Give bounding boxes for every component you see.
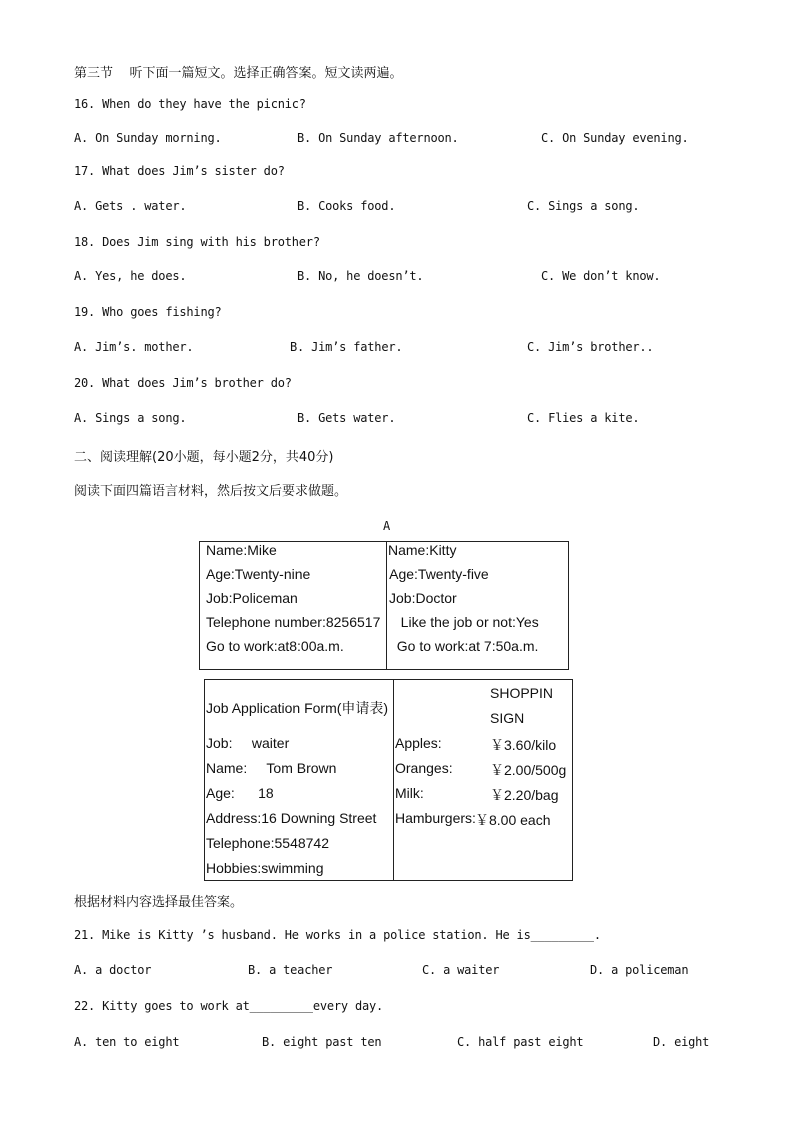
choose-instruction: 根据材料内容选择最佳答案。 xyxy=(74,895,244,910)
option-16-c: C. On Sunday evening. xyxy=(541,131,689,145)
shopping-sign-title-line2: SIGN xyxy=(490,710,525,726)
form-job: Job: waiter xyxy=(206,735,290,751)
form-name: Name: Tom Brown xyxy=(206,760,337,776)
option-22-a: A. ten to eight xyxy=(74,1035,180,1049)
option-16-a: A. On Sunday morning. xyxy=(74,131,222,145)
sign-item-milk-name: Milk: xyxy=(395,785,424,801)
sign-item-hamburgers-name: Hamburgers: xyxy=(395,810,476,826)
question-20: 20. What does Jim’s brother do? xyxy=(74,376,292,390)
question-21: 21. Mike is Kitty ’s husband. He works in a police station. He is_________. xyxy=(74,928,601,942)
sign-item-oranges-name: Oranges: xyxy=(395,760,453,776)
sign-item-apples-price: ￥3.60/kilo xyxy=(490,737,557,753)
mike-go-to-work: Go to work:at8:00a.m. xyxy=(206,638,344,654)
kitty-job: Job:Doctor xyxy=(389,590,457,606)
shopping-sign-title-line1: SHOPPIN xyxy=(490,685,554,701)
mike-telephone: Telephone number:8256517 xyxy=(206,614,381,630)
info-table-divider xyxy=(386,541,387,670)
option-19-a: A. Jim’s. mother. xyxy=(74,340,194,354)
form-table-divider xyxy=(393,679,394,881)
option-22-c: C. half past eight xyxy=(457,1035,584,1049)
option-17-c: C. Sings a song. xyxy=(527,199,640,213)
option-17-b: B. Cooks food. xyxy=(297,199,396,213)
option-17-a: A. Gets . water. xyxy=(74,199,187,213)
part2-instruction: 阅读下面四篇语言材料，然后按文后要求做题。 xyxy=(74,484,348,499)
option-21-b: B. a teacher xyxy=(248,963,333,977)
section-header: 第三节 听下面一篇短文。选择正确答案。短文读两遍。 xyxy=(74,66,403,81)
option-18-b: B. No, he doesn’t. xyxy=(297,269,424,283)
mike-age: Age:Twenty-nine xyxy=(206,566,311,582)
kitty-like-job: Like the job or not:Yes xyxy=(389,614,539,630)
form-age: Age: 18 xyxy=(206,785,274,801)
option-20-a: A. Sings a song. xyxy=(74,411,187,425)
form-telephone: Telephone:5548742 xyxy=(206,835,330,851)
sign-item-apples-name: Apples: xyxy=(395,735,442,751)
sign-item-milk-price: ￥2.20/bag xyxy=(490,787,559,803)
form-hobbies: Hobbies:swimming xyxy=(206,860,324,876)
option-19-c: C. Jim’s brother.. xyxy=(527,340,654,354)
passage-label: A xyxy=(383,519,391,533)
option-19-b: B. Jim’s father. xyxy=(290,340,403,354)
question-22: 22. Kitty goes to work at_________every day. xyxy=(74,999,384,1013)
option-21-c: C. a waiter xyxy=(422,963,500,977)
mike-name: Name:Mike xyxy=(206,542,277,558)
option-18-c: C. We don’t know. xyxy=(541,269,661,283)
option-16-b: B. On Sunday afternoon. xyxy=(297,131,459,145)
sign-item-oranges-price: ￥2.00/500g xyxy=(490,762,567,778)
option-18-a: A. Yes, he does. xyxy=(74,269,187,283)
option-21-a: A. a doctor xyxy=(74,963,152,977)
question-17: 17. What does Jim’s sister do? xyxy=(74,164,285,178)
kitty-go-to-work: Go to work:at 7:50a.m. xyxy=(389,638,539,654)
part2-title: 二、阅读理解(20小题，每小题2分，共40分) xyxy=(74,450,334,465)
option-21-d: D. a policeman xyxy=(590,963,689,977)
question-18: 18. Does Jim sing with his brother? xyxy=(74,235,320,249)
kitty-age: Age:Twenty-five xyxy=(386,566,489,582)
kitty-name: Name:Kitty xyxy=(388,542,457,558)
option-20-c: C. Flies a kite. xyxy=(527,411,640,425)
option-22-d: D. eight xyxy=(653,1035,710,1049)
question-16: 16. When do they have the picnic? xyxy=(74,97,306,111)
option-22-b: B. eight past ten xyxy=(262,1035,382,1049)
question-19: 19. Who goes fishing? xyxy=(74,305,222,319)
mike-job: Job:Policeman xyxy=(206,590,298,606)
form-address: Address:16 Downing Street xyxy=(206,810,377,826)
sign-item-hamburgers-price: ￥8.00 each xyxy=(475,812,551,828)
option-20-b: B. Gets water. xyxy=(297,411,396,425)
job-application-form-title: Job Application Form(申请表) xyxy=(206,700,389,716)
